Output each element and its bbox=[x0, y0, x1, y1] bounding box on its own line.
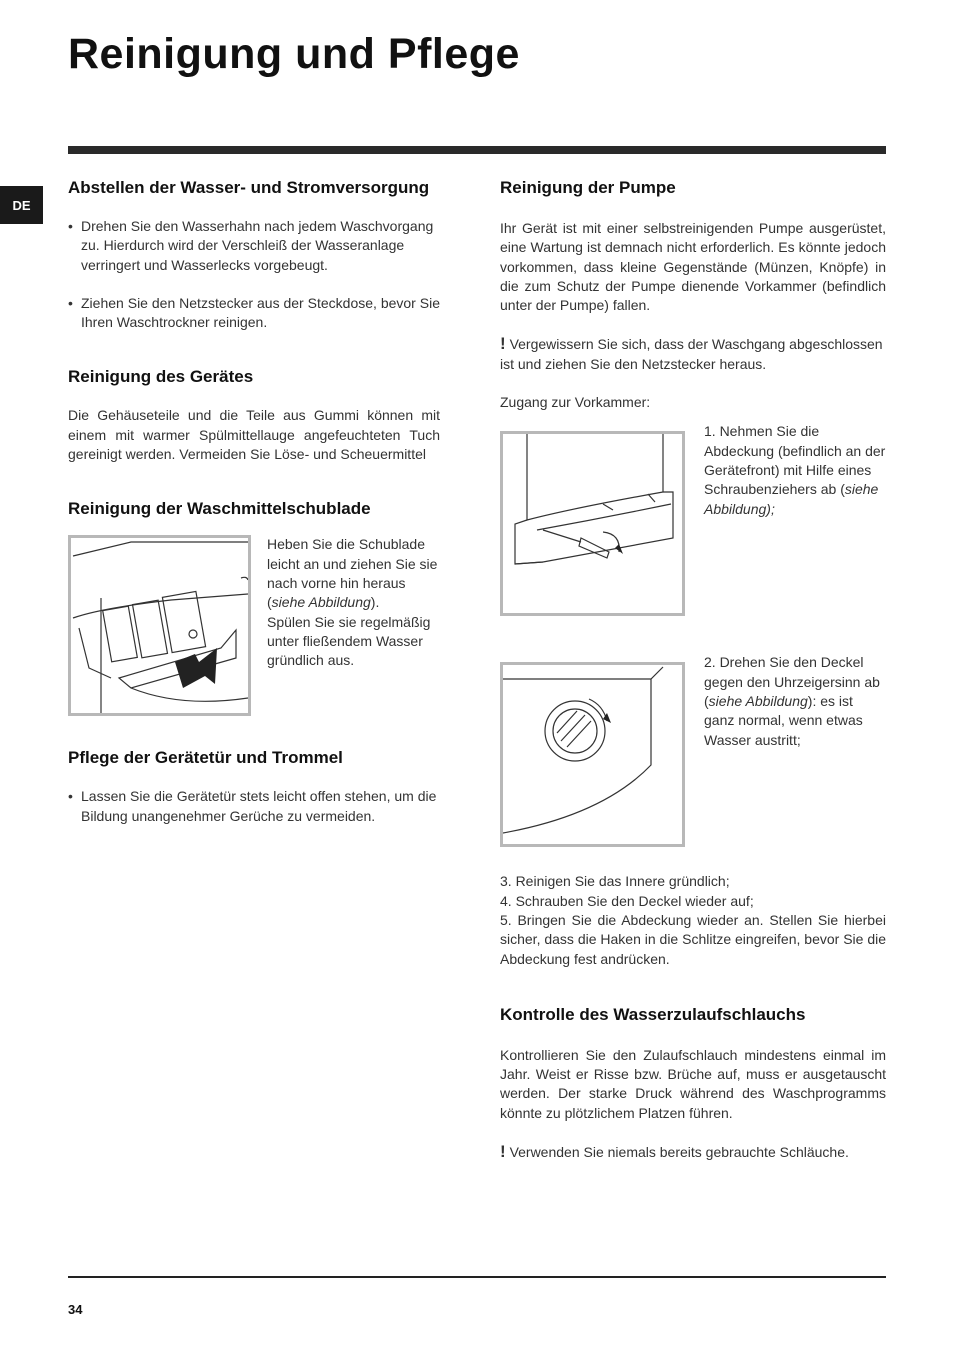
drawer-illustration bbox=[68, 535, 251, 716]
pump-warning: ! Vergewissern Sie sich, dass der Waschgang abgeschlossen ist und ziehen Sie den Netzstecker heraus. bbox=[500, 334, 883, 372]
drawer-rinse-text: Spülen Sie sie regelmäßig unter fließendem Wasser gründlich aus. bbox=[267, 613, 431, 669]
cover-removal-illustration bbox=[500, 431, 685, 616]
pump-lid-illustration bbox=[500, 662, 685, 847]
page-number: 34 bbox=[68, 1302, 83, 1317]
drawer-instructions bbox=[267, 535, 440, 716]
hose-check-text: Kontrollieren Sie den Zulaufschlauch mindestens einmal im Jahr. Weist er Risse bzw. Brüche auf, muss er ausgetauscht werden. Der starke Druck während des Waschprogramms könnte zu plötzlichem Platzen führen. bbox=[500, 1046, 886, 1121]
appliance-cleaning-text: Die Gehäuseteile und die Teile aus Gummi können mit einem mit warmer Spülmittellauge angefeuchteten Tuch gereinigt werden. Vermeiden Sie Löse- und Scheuermittel bbox=[68, 407, 440, 463]
left-column bbox=[68, 178, 440, 826]
heading-pump-cleaning: Reinigung der Pumpe bbox=[500, 178, 676, 197]
bullet-unplug: • Ziehen Sie den Netzstecker aus der Steckdose, bevor Sie Ihren Waschtrockner reinigen. bbox=[68, 294, 440, 333]
cover-removal-drawing bbox=[503, 434, 682, 613]
drawer-drawing bbox=[71, 538, 248, 713]
right-column bbox=[500, 178, 886, 1162]
step1-block bbox=[500, 423, 886, 616]
step5-text: 5. Bringen Sie die Abdeckung wieder an. Stellen Sie hierbei sicher, dass die Haken in die Schlitze eingreifen, bevor Sie die Abdeckung fest andrücken. bbox=[500, 911, 886, 967]
page-title: Reinigung und Pflege bbox=[68, 30, 520, 78]
pump-intro-text: Ihr Gerät ist mit einer selbstreinigenden Pumpe ausgerüstet, eine Wartung ist demnach nicht erforderlich. Es könnte jedoch vorkommen, dass kleine Gegenstände (Münzen, Knöpfe) in die zum Schutz der Pumpe dienende Vorkammer (befindlich unter der Pumpe) fallen. bbox=[500, 220, 886, 314]
pump-lid-drawing bbox=[503, 665, 682, 844]
heading-hose-check: Kontrolle des Wasserzulaufschlauchs bbox=[500, 1004, 806, 1024]
step1-text: 1. Nehmen Sie die Abdeckung (befindlich an der Gerätefront) mit Hilfe eines Schraubenziehers ab (siehe Abbildung); bbox=[704, 423, 886, 517]
step2-text: 2. Drehen Sie den Deckel gegen den Uhrzeigersinn ab (siehe Abbildung): es ist ganz normal, wenn etwas Wasser austritt; bbox=[704, 654, 880, 748]
step3-text: 3. Reinigen Sie das Innere gründlich; bbox=[500, 873, 730, 890]
language-tab: DE bbox=[0, 186, 43, 224]
drawer-text: Heben Sie die Schublade leicht an und ziehen Sie sie nach vorne hin heraus (siehe Abbildung). bbox=[267, 536, 438, 611]
bullet-water-tap: • Drehen Sie den Wasserhahn nach jedem Waschvorgang zu. Hierdurch wird der Verschleiß der Wasseranlage verringert und Wasserlecks vorgebeugt. bbox=[68, 217, 440, 275]
drawer-block bbox=[68, 535, 440, 716]
heading-detergent-drawer: Reinigung der Waschmittelschublade bbox=[68, 499, 371, 519]
step2-block bbox=[500, 654, 886, 847]
heading-water-power: Abstellen der Wasser- und Stromversorgung bbox=[68, 178, 430, 197]
step4-text: 4. Schrauben Sie den Deckel wieder auf; bbox=[500, 892, 754, 909]
bullet-door-open: • Lassen Sie die Gerätetür stets leicht offen stehen, um die Bildung unangenehmer Gerüche zu vermeiden. bbox=[68, 787, 440, 826]
bottom-divider bbox=[68, 1276, 886, 1278]
access-label: Zugang zur Vorkammer: bbox=[500, 394, 651, 411]
hose-warning: ! Verwenden Sie niemals bereits gebrauchte Schläuche. bbox=[500, 1142, 849, 1162]
warning-icon: ! bbox=[500, 334, 506, 354]
warning-icon: ! bbox=[500, 1142, 506, 1162]
top-divider bbox=[68, 146, 886, 154]
heading-door-drum: Pflege der Gerätetür und Trommel bbox=[68, 748, 343, 768]
heading-appliance-cleaning: Reinigung des Gerätes bbox=[68, 367, 254, 387]
